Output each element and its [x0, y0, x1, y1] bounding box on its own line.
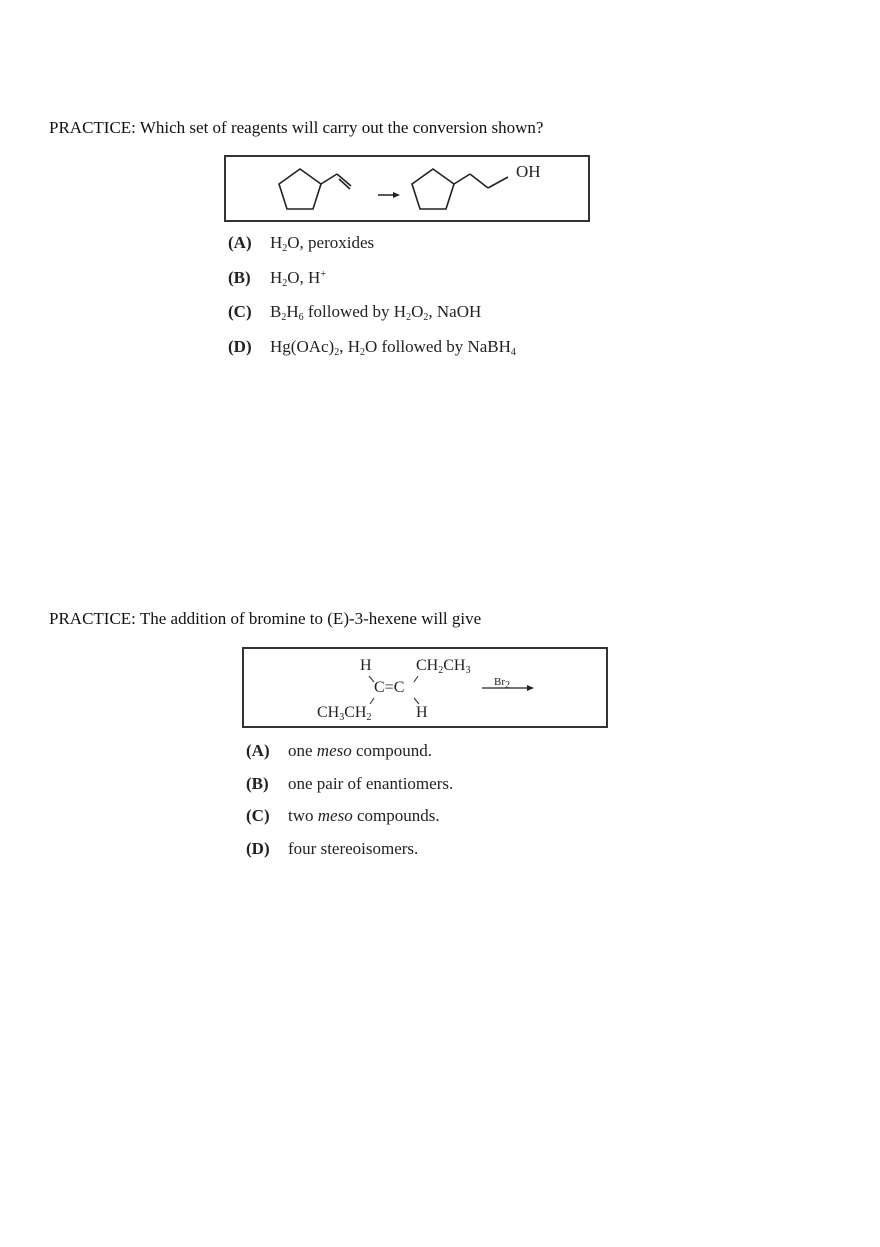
ethyl-group-bottom: $CH_3CH_2$	[317, 704, 372, 723]
option-text: one pair of enantiomers.	[288, 773, 454, 793]
option-text: $Hg(OAc)_2$, $H_2O$ followed by NaBH$_4$	[270, 336, 516, 358]
option-text: two meso compounds.	[288, 806, 440, 825]
alkene-h-bottom: H	[416, 704, 428, 721]
alkene-carbons: C=C	[374, 679, 405, 696]
option-letter: (B)	[228, 267, 251, 287]
option-text: $H_2O$, peroxides	[270, 233, 375, 254]
question-2-options	[246, 741, 646, 871]
option-b	[228, 268, 326, 288]
option-b	[246, 774, 453, 794]
bromine-reagent: $Br_2$	[494, 676, 510, 691]
question-2-prompt: PRACTICE: The addition of bromine to (E)-3-hexene will give	[49, 609, 482, 628]
option-letter: (C)	[228, 302, 252, 321]
option-c	[246, 806, 440, 826]
hydroxyl-label: OH	[516, 162, 541, 181]
2-cyclopentylethanol-structure	[412, 169, 508, 209]
ethyl-group-top: $CH_2CH_3$	[416, 657, 471, 676]
option-c	[228, 302, 481, 322]
question-2-reaction-scheme	[242, 647, 608, 728]
question-1-options	[228, 233, 628, 363]
option-letter: (C)	[246, 806, 270, 825]
option-a	[246, 741, 432, 761]
option-a	[228, 233, 374, 253]
question-1-prompt: PRACTICE: Which set of reagents will carry out the conversion shown?	[49, 118, 544, 137]
option-letter: (D)	[246, 838, 270, 858]
alkene-h-top: H	[360, 657, 372, 674]
option-letter: (D)	[228, 336, 252, 356]
option-letter: (A)	[228, 233, 252, 252]
option-text: one meso compound.	[288, 741, 433, 760]
option-d	[228, 337, 516, 357]
question-1-reaction-scheme	[224, 155, 590, 222]
option-d	[246, 839, 418, 859]
vinylcyclopentane-structure	[279, 169, 351, 209]
option-text: $B_2H_6$ followed by $H_2O_2$, NaOH	[270, 302, 482, 323]
option-text: four stereoisomers.	[288, 838, 419, 858]
option-text: $H_2O$, H+	[270, 267, 326, 289]
option-letter: (B)	[246, 773, 269, 793]
reaction-arrow	[378, 192, 400, 198]
option-letter: (A)	[246, 741, 270, 760]
